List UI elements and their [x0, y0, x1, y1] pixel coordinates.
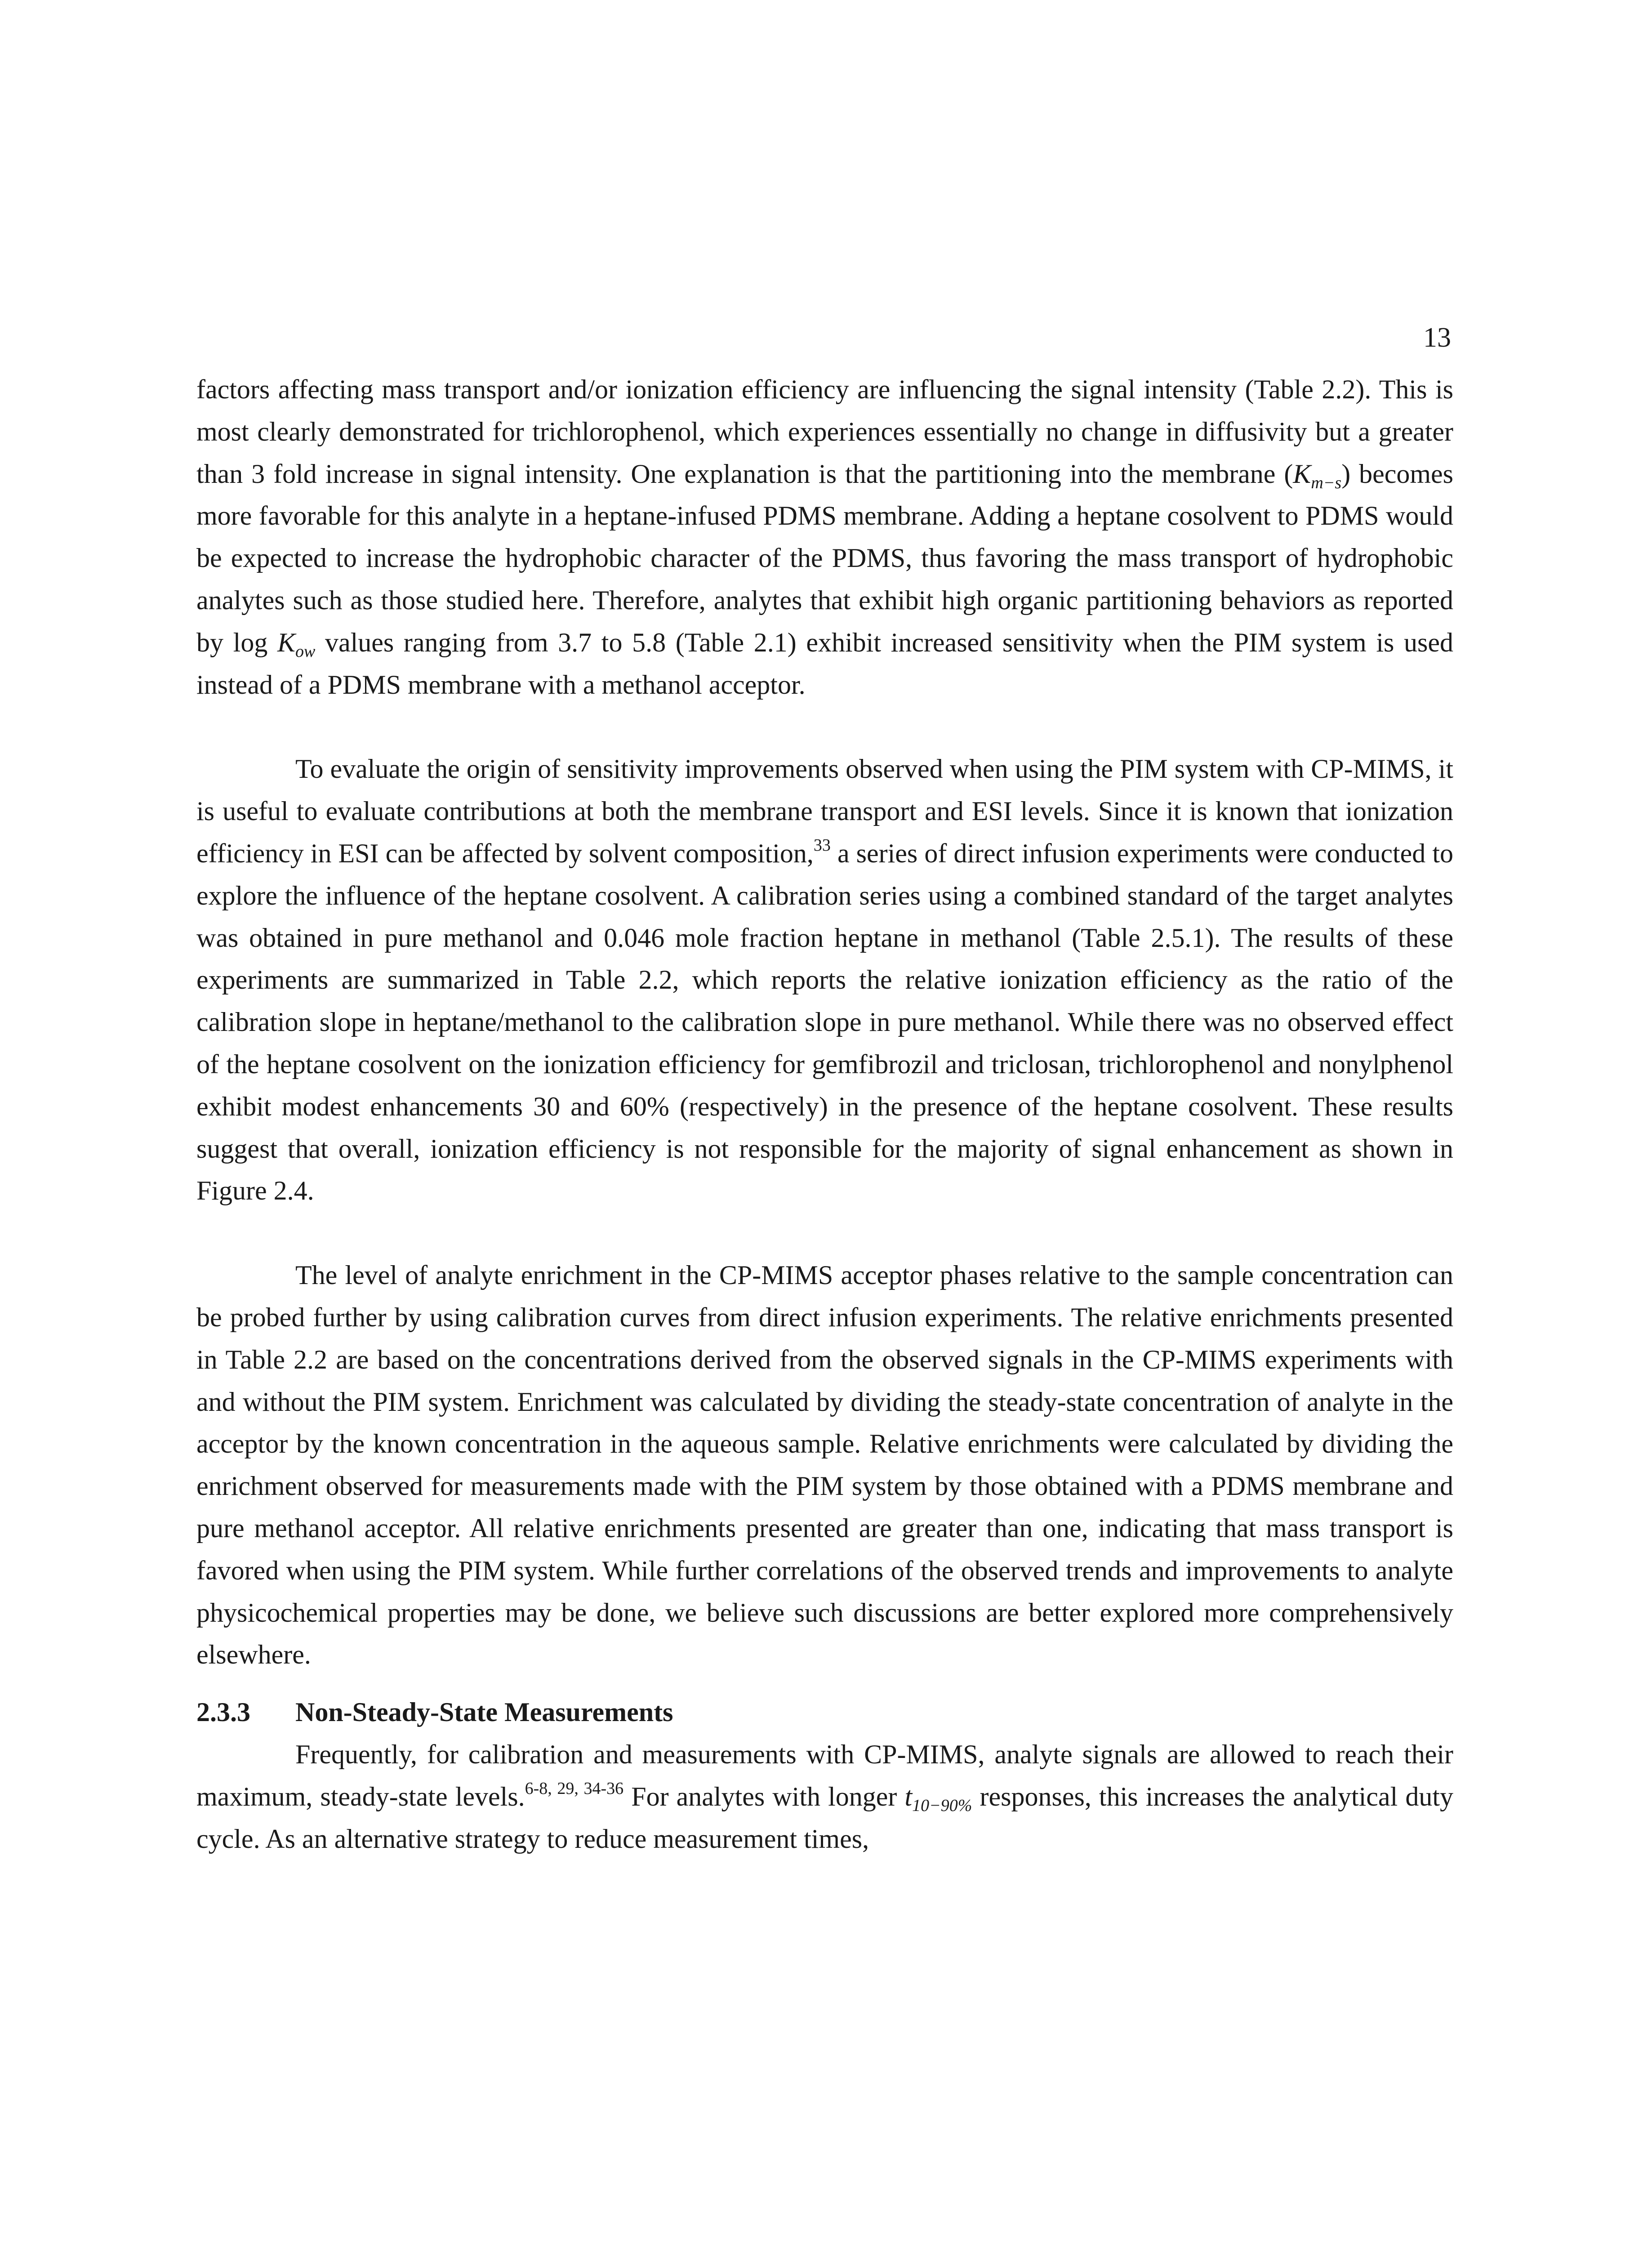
k-ow-subscript-text: ow — [295, 642, 316, 661]
heading-spacer — [196, 1676, 1453, 1691]
paragraph-1-text-b: ) becomes more favorable for this analyte in a heptane-infused PDMS membrane. Adding a heptane cosolvent to PDMS would be expected to increase the hydrophobic character of the PDMS, thus favoring the mass transport of hydrophobic analytes such as those studied here. Therefore, analytes that exhibit high organic partitioning behaviors as reported by log — [196, 459, 1453, 657]
paragraph-1-text-c: values ranging from 3.7 to 5.8 (Table 2.1) exhibit increased sensitivity when the PIM system is used instead of a PDMS membrane with a methanol acceptor. — [196, 627, 1453, 700]
section-number: 2.3.3 — [196, 1697, 250, 1727]
paragraph-1-text-a: factors affecting mass transport and/or ionization efficiency are influencing the signal intensity (Table 2.2). This is most clearly demonstrated for trichlorophenol, which experiences essentially no change in diffusivity but a greater than 3 fold increase in signal intensity. One explanation is that the partitioning into the membrane ( — [196, 375, 1453, 489]
k-ow-subscript — [295, 642, 315, 661]
paragraph-4-text-c: responses, this increases the analytical duty cycle. As an alternative strategy to reduce measurement times, — [196, 1781, 1453, 1854]
section-title: Non-Steady-State Measurements — [295, 1697, 673, 1727]
citation-33: 33 — [813, 835, 831, 855]
paragraph-2 — [196, 748, 1453, 1212]
t-subscript-text: 10−90% — [912, 1796, 972, 1815]
citation-group: 6-8, 29, 34-36 — [525, 1779, 624, 1798]
paragraph-3-text: The level of analyte enrichment in the CP-MIMS acceptor phases relative to the sample concentration can be probed further by using calibration curves from direct infusion experiments. The relative enrichments presented in Table 2.2 are based on the concentrations derived from the observed signals in the CP-MIMS experiments with and without the PIM system. Enrichment was calculated by dividing the steady-state concentration of analyte in the acceptor by the known concentration in the aqueous sample. Relative enrichments were calculated by dividing the enrichment observed for measurements made with the PIM system by those obtained with a PDMS membrane and pure methanol acceptor. All relative enrichments presented are greater than one, indicating that mass transport is favored when using the PIM system. While further correlations of the observed trends and improvements to analyte physicochemical properties may be done, we believe such discussions are better explored more comprehensively elsewhere. — [196, 1260, 1453, 1670]
k-ms-subscript-text: m−s — [1311, 473, 1342, 492]
body-text — [196, 369, 1453, 1860]
paragraph-4-text-a: Frequently, for calibration and measurements with CP-MIMS, analyte signals are allowed to reach their maximum, steady-state levels. — [196, 1739, 1453, 1811]
k-ow-symbol: K — [277, 627, 295, 657]
paragraph-4 — [196, 1734, 1453, 1860]
t-subscript — [912, 1796, 972, 1815]
paragraph-1 — [196, 369, 1453, 706]
t-symbol: t — [904, 1781, 913, 1811]
paragraph-spacer — [196, 706, 1453, 748]
paragraph-4-text-b: For analytes with longer — [623, 1781, 905, 1811]
page-number: 13 — [1423, 322, 1451, 353]
paragraph-spacer — [196, 1212, 1453, 1254]
paragraph-2-text-b: a series of direct infusion experiments were conducted to explore the influence of the heptane cosolvent. A calibration series using a combined standard of the target analytes was obtained in pure methanol and 0.046 mole fraction heptane in methanol (Table 2.5.1). The results of these experiments are summarized in Table 2.2, which reports the relative ionization efficiency as the ratio of the calibration slope in heptane/methanol to the calibration slope in pure methanol. While there was no observed effect of the heptane cosolvent on the ionization efficiency for gemfibrozil and triclosan, trichlorophenol and nonylphenol exhibit modest enhancements 30 and 60% (respectively) in the presence of the heptane cosolvent. These results suggest that overall, ionization efficiency is not responsible for the majority of signal enhancement as shown in Figure 2.4. — [196, 838, 1453, 1206]
paragraph-3 — [196, 1254, 1453, 1676]
k-ms-symbol: K — [1293, 459, 1311, 489]
section-heading — [196, 1691, 1453, 1734]
paragraph-2-text-a: To evaluate the origin of sensitivity improvements observed when using the PIM system with CP-MIMS, it is useful to evaluate contributions at both the membrane transport and ESI levels. Since it is known that ionization efficiency in ESI can be affected by solvent composition, — [196, 754, 1453, 868]
k-ms-subscript — [1311, 473, 1341, 492]
